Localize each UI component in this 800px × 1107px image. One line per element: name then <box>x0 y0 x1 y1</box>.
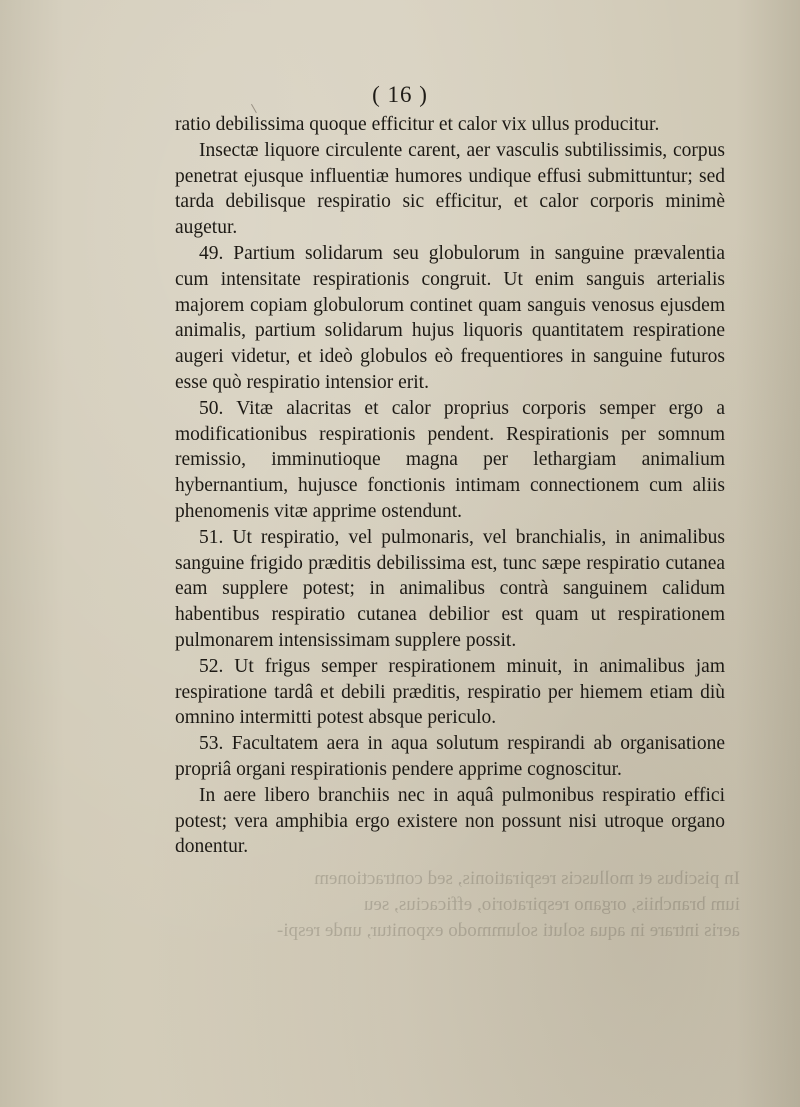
show-through-text-line: In piscibus et molluscis respirationis, sed contractionem <box>314 868 740 889</box>
page-number: ( 16 ) <box>372 82 428 107</box>
paragraph-49: 49. Partium solidarum seu globulorum in sanguine prævalentia cum intensitate respirationis congruit. Ut enim sanguis arterialis majorem copiam globulorum continet quam sanguis venosus ejusdem animalis, partium solidarum hujus liquoris quantitatem respiratione augeri videtur, et ideò globulos eò frequentiores in sanguine futuros esse quò respiratio intensior erit. <box>175 242 725 393</box>
paragraph-continuation: ratio debilissima quoque efficitur et calor vix ullus producitur. <box>175 114 660 135</box>
show-through-text-line: ium branchiis, organo respiratorio, efficacius, seu <box>363 894 740 915</box>
paragraph-insectae: Insectæ liquore circulente carent, aer vasculis subtilissimis, corpus penetrat ejusque influentiæ humores undique effusi submittuntur; sed tarda debilisque respiratio sic efficitur, et calor corporis minimè augetur. <box>175 139 725 239</box>
paragraph-52: 52. Ut frigus semper respirationem minuit, in animalibus jam respiratione tardâ et debili præditis, respiratio per hiemem etiam diù omnino intermitti potest absque periculo. <box>175 655 725 729</box>
paragraph-in-aere: In aere libero branchiis nec in aquâ pulmonibus respiratio effici potest; vera amphibia ergo existere non possunt nisi utroque organo donentur. <box>175 784 725 858</box>
show-through-text-line: aeris intrare in aqua soluti solummodo exponitur, unde respi- <box>276 920 740 941</box>
body-text <box>175 112 725 860</box>
paragraph-53: 53. Facultatem aera in aqua solutum respirandi ab organisatione propriâ organi respirationis pendere apprime cognoscitur. <box>175 733 725 780</box>
paragraph-51: 51. Ut respiratio, vel pulmonaris, vel branchialis, in animalibus sanguine frigido præditis debilissima est, tunc sæpe respiratio cutanea eam supplere potest; in animalibus contrà sanguinem calidum habentibus respiratio cutanea debilior est quam ut respirationem pulmonarem intensissimam supplere possit. <box>175 526 725 651</box>
paragraph-50: 50. Vitæ alacritas et calor proprius corporis semper ergo a modificationibus respirationis pendent. Respirationis per somnum remissio, imminutioque magna per lethargiam animalium hybernantium, hujusce fonctionis intimam connectionem cum aliis phenomenis vitæ apprime ostendunt. <box>175 397 725 522</box>
